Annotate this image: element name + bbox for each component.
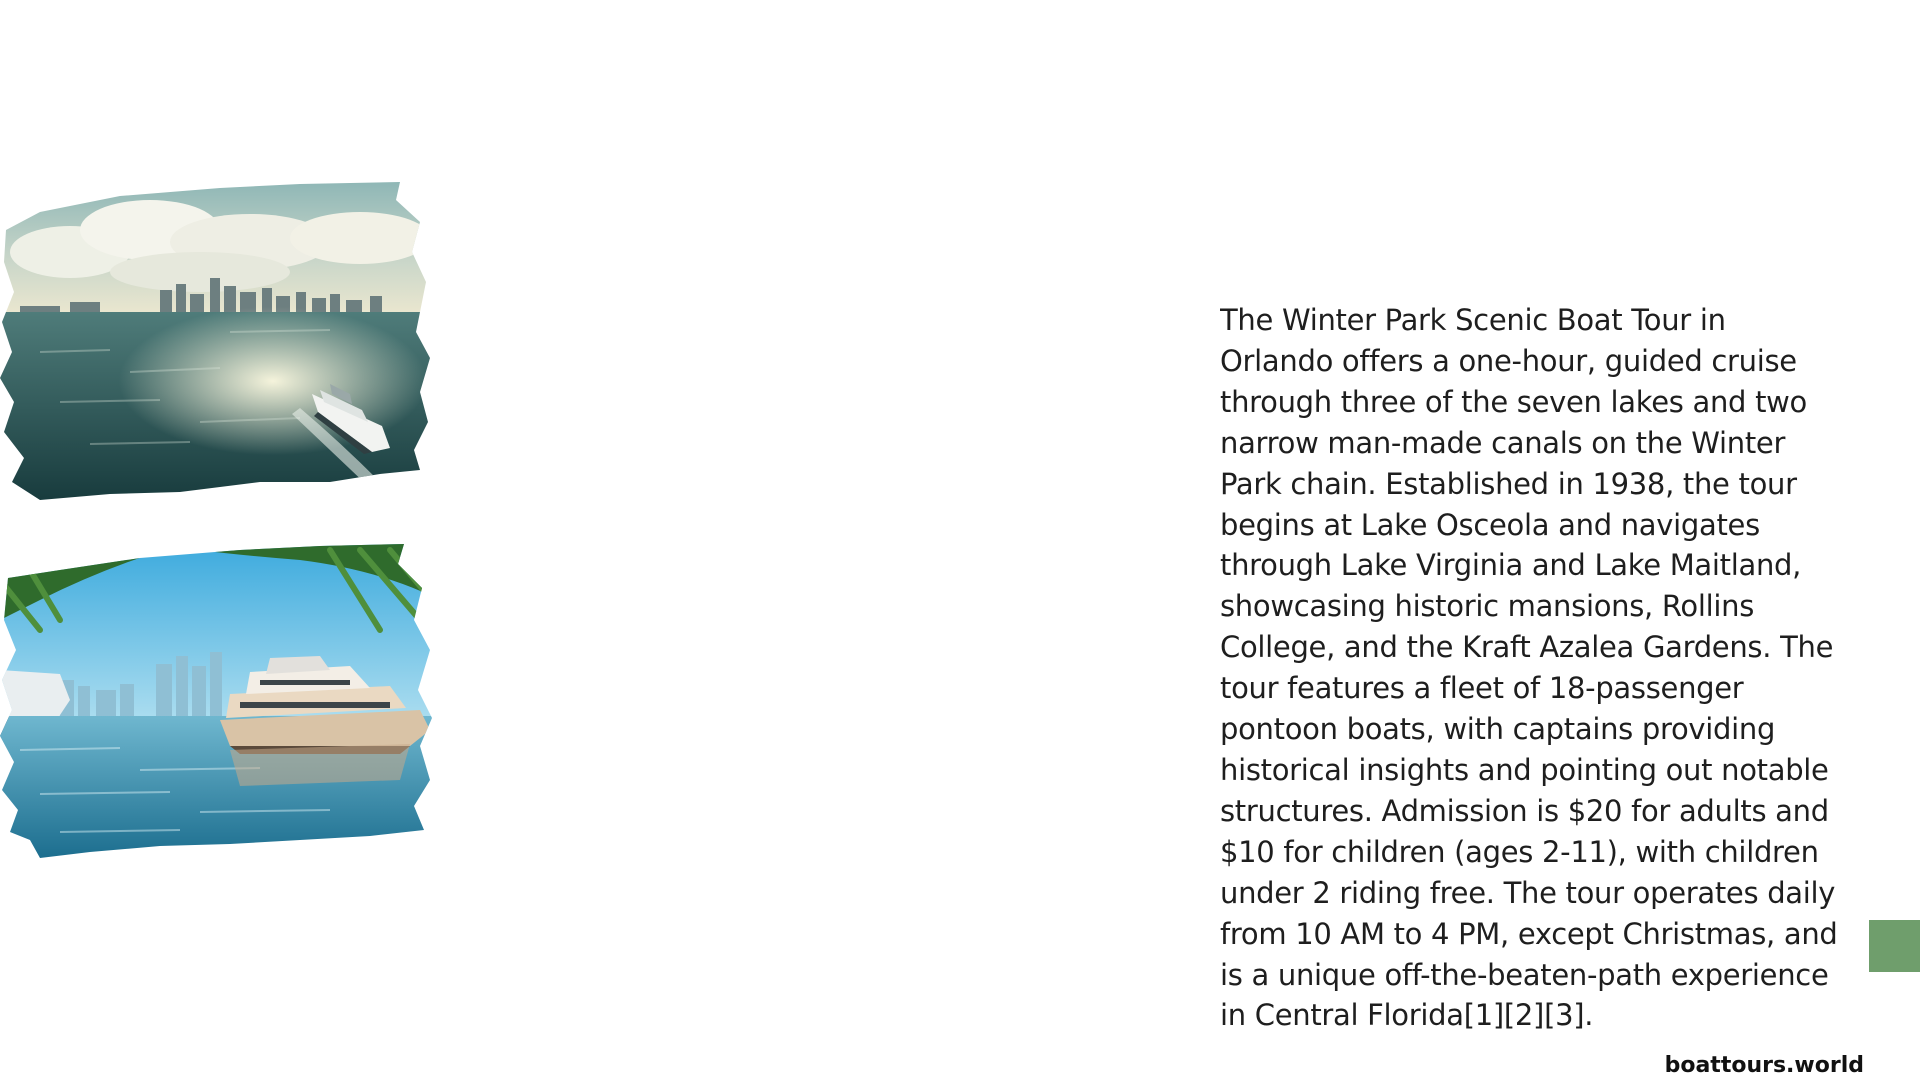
yacht-bay-skyline-image: [0, 182, 440, 504]
tour-description: The Winter Park Scenic Boat Tour in Orlando offers a one-hour, guided cruise through three of the seven lakes and two narrow man-made canals on the Winter Park chain. Established in 1938, the tour begins at Lake Osceola and navigates through Lake Virginia and Lake Maitland, showcasing historic mansions, Rollins College, and the Kraft Azalea Gardens. The tour features a fleet of 18-passenger pontoon boats, with captains providing historical insights and pointing out notable structures. Admission is $20 for adults and $10 for children (ages 2-11), with children under 2 riding free. The tour operates daily from 10 AM to 4 PM, except Christmas, and is a unique off-the-beaten-path experience in Central Florida[1][2][3].: [1220, 303, 1838, 1033]
accent-block: [1869, 920, 1920, 972]
yacht-marina-palms-image: [0, 540, 440, 862]
site-name[interactable]: boattours.world: [1661, 1052, 1868, 1080]
